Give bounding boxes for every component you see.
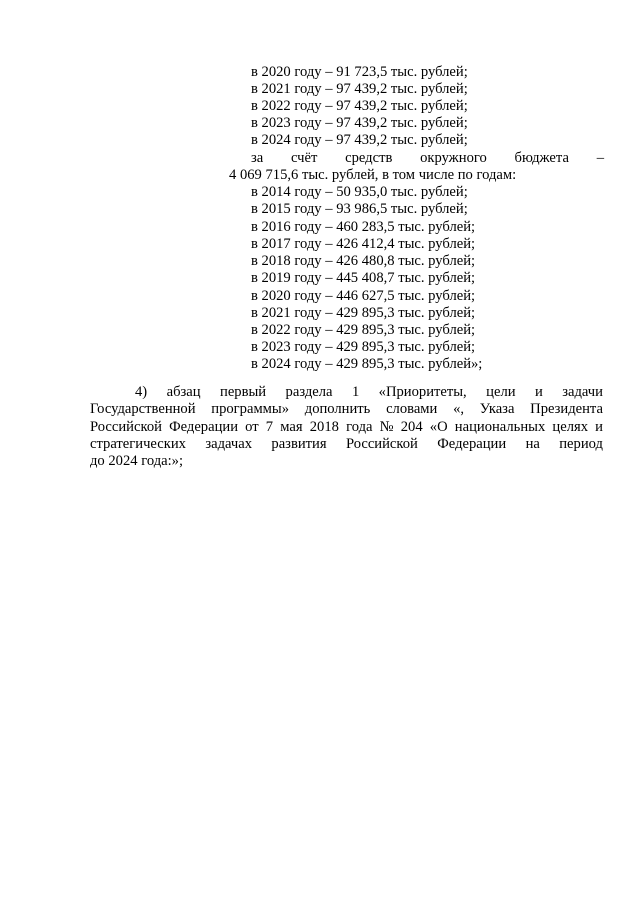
word: первый bbox=[220, 384, 267, 400]
word: Указа bbox=[479, 401, 515, 418]
word: 1 bbox=[351, 384, 360, 400]
word: 2018 bbox=[309, 418, 339, 435]
word: года bbox=[346, 418, 373, 435]
word: Федерации bbox=[169, 418, 238, 435]
word: и bbox=[595, 418, 603, 435]
word: стратегических bbox=[90, 435, 186, 452]
word: развития bbox=[271, 435, 327, 452]
word: абзац bbox=[166, 384, 201, 400]
funding-line: в 2015 году – 93 986,5 тыс. рублей; bbox=[251, 201, 468, 217]
word: 7 bbox=[265, 418, 274, 435]
word: задачах bbox=[205, 435, 253, 452]
word: от bbox=[245, 418, 259, 435]
word: раздела bbox=[285, 384, 333, 400]
word: 4) bbox=[135, 384, 148, 400]
word: целях bbox=[552, 418, 589, 435]
word: окружного bbox=[420, 150, 487, 166]
word: 204 bbox=[400, 418, 423, 435]
word: национальных bbox=[454, 418, 546, 435]
funding-line: в 2021 году – 429 895,3 тыс. рублей; bbox=[251, 305, 476, 321]
word: «О bbox=[429, 418, 448, 435]
funding-line: в 2024 году – 97 439,2 тыс. рублей; bbox=[251, 132, 468, 148]
word: Федерации bbox=[437, 435, 507, 452]
funding-line: в 2019 году – 445 408,7 тыс. рублей; bbox=[251, 270, 476, 286]
word: дополнить bbox=[304, 401, 371, 418]
funding-line: в 2024 году – 429 895,3 тыс. рублей»; bbox=[251, 356, 483, 372]
word: за bbox=[251, 150, 264, 166]
funding-line: в 2021 году – 97 439,2 тыс. рублей; bbox=[251, 81, 468, 97]
word: словами bbox=[386, 401, 438, 418]
funding-line: в 2017 году – 426 412,4 тыс. рублей; bbox=[251, 236, 476, 252]
word: задачи bbox=[562, 384, 603, 400]
paragraph-line bbox=[90, 436, 603, 453]
word: № bbox=[379, 418, 394, 435]
funding-line: в 2022 году – 97 439,2 тыс. рублей; bbox=[251, 98, 468, 114]
word: «, bbox=[453, 401, 465, 418]
word: период bbox=[559, 435, 603, 452]
word: бюджета bbox=[514, 150, 569, 166]
paragraph-line bbox=[90, 419, 603, 436]
word: программы» bbox=[211, 401, 290, 418]
word: мая bbox=[280, 418, 303, 435]
word: Государственной bbox=[90, 401, 196, 418]
funding-line: в 2018 году – 426 480,8 тыс. рублей; bbox=[251, 253, 476, 269]
funding-intro-continuation: 4 069 715,6 тыс. рублей, в том числе по годам: bbox=[229, 167, 517, 183]
word: средств bbox=[345, 150, 393, 166]
paragraph-line bbox=[90, 453, 603, 470]
word: счёт bbox=[290, 150, 318, 166]
funding-line: в 2023 году – 429 895,3 тыс. рублей; bbox=[251, 339, 476, 355]
word: Российской bbox=[345, 435, 418, 452]
funding-line: в 2022 году – 429 895,3 тыс. рублей; bbox=[251, 322, 476, 338]
word: – bbox=[596, 150, 604, 166]
funding-intro-line bbox=[251, 150, 604, 167]
paragraph-4 bbox=[90, 384, 603, 470]
funding-line: в 2016 году – 460 283,5 тыс. рублей; bbox=[251, 219, 476, 235]
word: на bbox=[525, 435, 540, 452]
word: до 2024 года:»; bbox=[90, 453, 184, 470]
funding-line: в 2023 году – 97 439,2 тыс. рублей; bbox=[251, 115, 468, 131]
funding-line: в 2020 году – 446 627,5 тыс. рублей; bbox=[251, 288, 476, 304]
word: Президента bbox=[530, 401, 603, 418]
word: «Приоритеты, bbox=[378, 384, 467, 400]
paragraph-line bbox=[90, 384, 603, 401]
funding-line: в 2014 году – 50 935,0 тыс. рублей; bbox=[251, 184, 468, 200]
funding-line: в 2020 году – 91 723,5 тыс. рублей; bbox=[251, 64, 468, 80]
word: цели bbox=[486, 384, 516, 400]
word: и bbox=[534, 384, 543, 400]
word: Российской bbox=[90, 418, 162, 435]
paragraph-line bbox=[90, 401, 603, 418]
